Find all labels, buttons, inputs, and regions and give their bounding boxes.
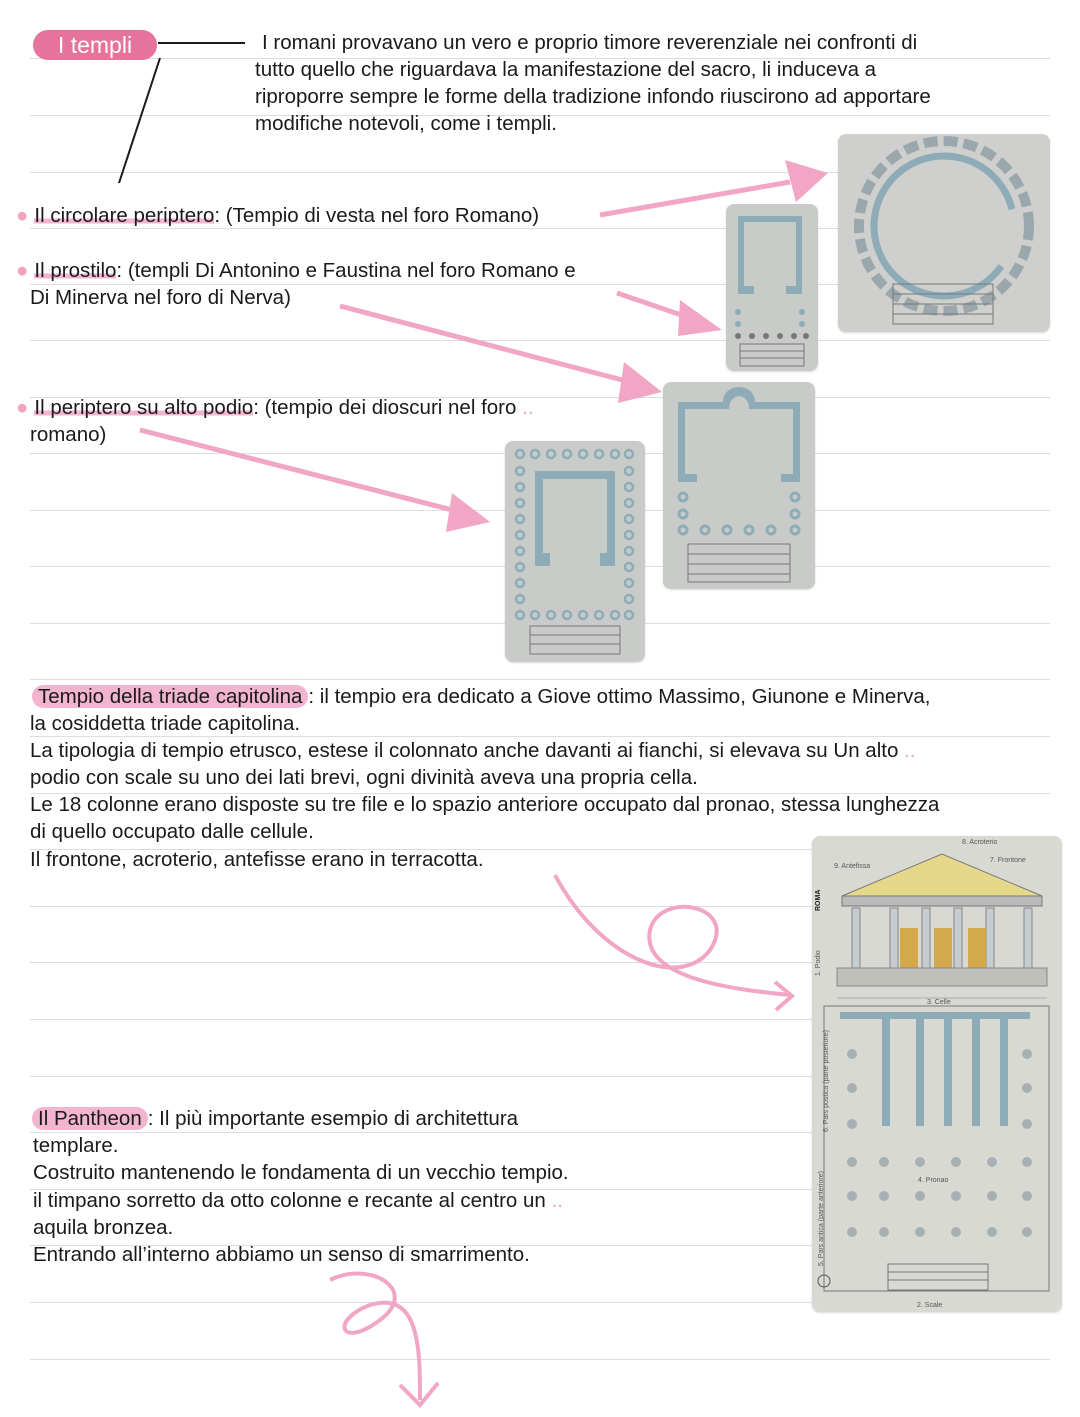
plan-podio-image [663,382,815,589]
pantheon-line-5: aquila bronzea. [33,1216,174,1239]
pantheon-line-3: Costruito mantenendo le fondamenta di un vecchio tempio. [33,1161,569,1184]
label-frontone: 7. Frontone [990,857,1026,864]
label-roma: ROMA [815,889,822,911]
triade-line-1: Tempio della triade capitolina : il tempio era dedicato a Giove ottimo Massimo, Giunone e Minerva, [32,683,931,710]
label-acroterio: 8. Acroterio [962,839,998,846]
intro-line-1: I romani provavano un vero e proprio timore reverenziale nei confronti di [262,31,918,54]
bullet-icon: ● [16,204,29,227]
pantheon-line-6: Entrando all’interno abbiamo un senso di smarrimento. [33,1243,530,1266]
type-prostilo-line2: Di Minerva nel foro di Nerva) [30,286,291,309]
label-celle: 3. Celle [927,999,951,1006]
triade-diagram-image [812,836,1062,1312]
pantheon-line-2: templare. [33,1134,119,1157]
plan-circolare-image [838,134,1050,332]
type-periptero: ● Il periptero su alto podio: (tempio dei dioscuri nel foro .. [16,396,534,419]
bullet-icon: ● [16,259,29,282]
triade-line-7: Il frontone, acroterio, antefisse erano in terracotta. [30,848,484,871]
pantheon-line-1: Il Pantheon : Il più importante esempio di architettura [32,1105,518,1132]
plan-periptero-image [505,441,645,662]
triade-line-5: Le 18 colonne erano disposte su tre file e lo spazio anteriore occupato dal pronao, stessa lunghezza [30,793,940,816]
curl-arrow-triade [555,875,790,995]
arrow-periptero [140,430,460,512]
page-title: I templi [33,30,157,60]
arrow-prostilo-2 [340,306,630,382]
type-circolare: ● Il circolare periptero: (Tempio di vesta nel foro Romano) [16,204,540,227]
intro-line-3: riproporre sempre le forme della tradizione infondo riuscirono ad apportare [255,85,931,108]
type-prostilo: ● Il prostilo: (templi Di Antonino e Faustina nel foro Romano e [16,259,576,282]
label-podio: 1. Podio [815,950,822,976]
type-periptero-line2: romano) [30,423,107,446]
arrow-prostilo [617,293,690,318]
pantheon-line-4: il timpano sorretto da otto colonne e recante al centro un .. [33,1189,563,1212]
bullet-icon: ● [16,396,29,419]
triade-line-3: La tipologia di tempio etrusco, estese il colonnato anche davanti ai fianchi, si elevava su Un alto .. [30,739,916,762]
label-antefissa: 9. Antefissa [834,863,871,870]
triade-line-2: la cosiddetta triade capitolina. [30,712,301,735]
label-pronao: 4. Pronao [918,1177,949,1184]
intro-line-4: modifiche notevoli, come i templi. [255,112,557,135]
plan-prostilo-image [726,204,818,371]
intro-line-2: tutto quello che riguardava la manifestazione del sacro, li induceva a [255,58,877,81]
curl-arrow-pantheon [330,1274,420,1400]
label-pars-antica: 5. Pars antica (parte anteriore) [818,1171,825,1266]
triade-line-4: podio con scale su uno dei lati brevi, ogni divinità aveva una propria cella. [30,766,698,789]
triade-line-6: di quello occupato dalle cellule. [30,820,314,843]
label-scale: 2. Scale [917,1302,943,1309]
label-pars-postica: 6. Pars postica (parte posteriore) [823,1030,830,1132]
